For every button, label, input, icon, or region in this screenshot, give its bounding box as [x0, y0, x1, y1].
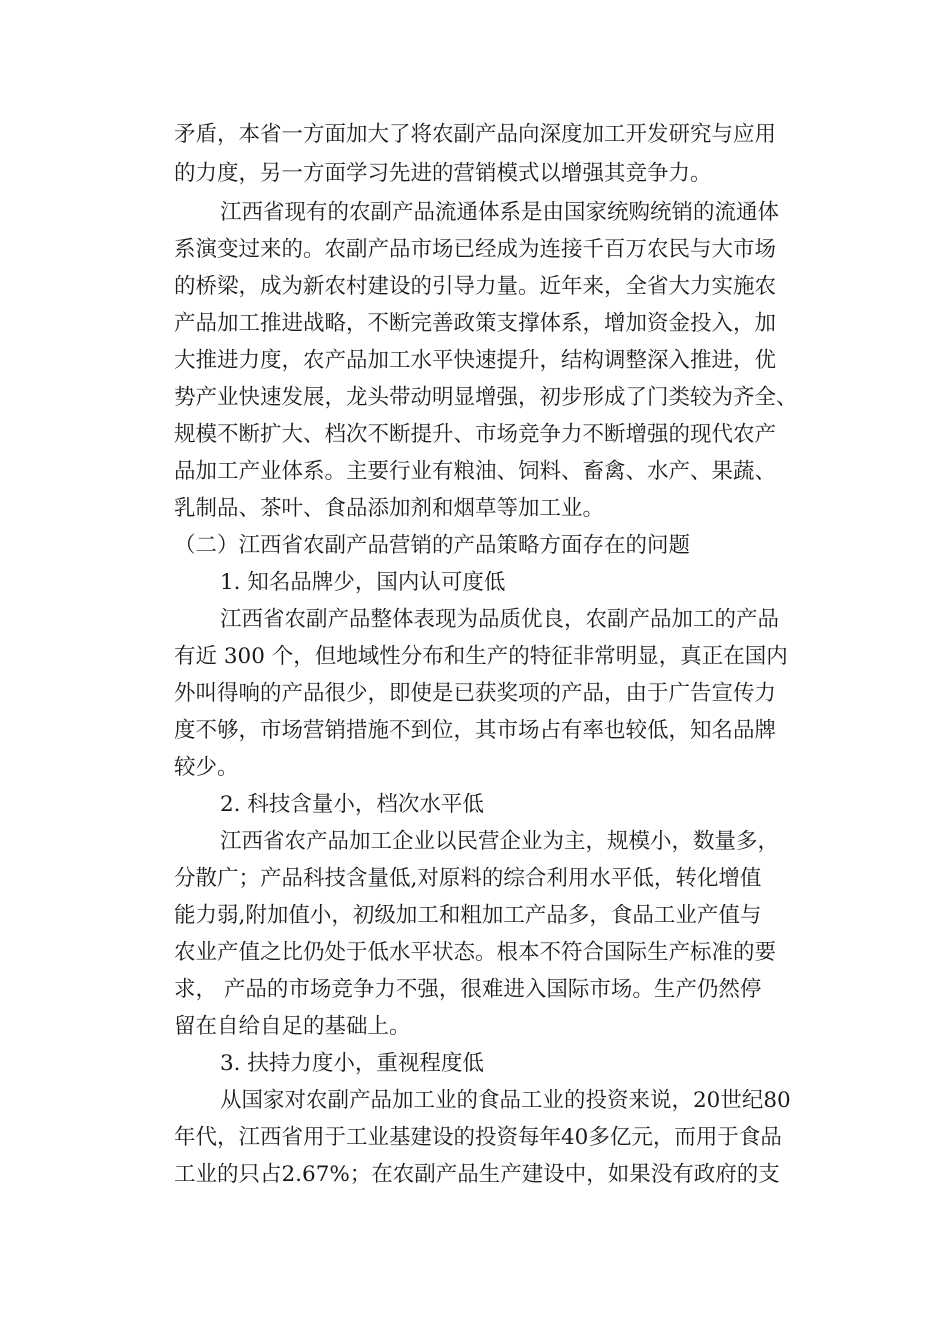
- text-line: 分散广；产品科技含量低,对原料的综合利用水平低，转化增值: [174, 866, 762, 891]
- text-line: 江西省农副产品整体表现为品质优良，农副产品加工的产品: [220, 607, 780, 632]
- text-line: 求， 产品的市场竞争力不强，很难进入国际市场。生产仍然停: [174, 977, 762, 1002]
- text-line: 江西省农产品加工企业以民营企业为主，规模小，数量多，: [220, 829, 780, 854]
- text-line: 的力度，另一方面学习先进的营销模式以增强其竞争力。: [174, 161, 712, 186]
- subheading-3: 3. 扶持力度小，重视程度低: [220, 1051, 484, 1076]
- text-line: 系演变过来的。农副产品市场已经成为连接千百万农民与大市场: [174, 237, 777, 262]
- text-line: 工业的只占2.67%；在农副产品生产建设中，如果没有政府的支: [174, 1162, 780, 1187]
- text-line: 乳制品、茶叶、食品添加剂和烟草等加工业。: [174, 496, 605, 521]
- text-line: 留在自给自足的基础上。: [174, 1014, 411, 1039]
- subheading-1: 1. 知名品牌少，国内认可度低: [220, 570, 506, 595]
- subheading-2: 2. 科技含量小，档次水平低: [220, 792, 484, 817]
- text-line: 外叫得响的产品很少，即使是已获奖项的产品，由于广告宣传力: [174, 681, 777, 706]
- text-line: 较少。: [174, 755, 239, 780]
- text-line: 的桥梁，成为新农村建设的引导力量。近年来，全省大力实施农: [174, 274, 777, 299]
- section-heading: （二）江西省农副产品营销的产品策略方面存在的问题: [174, 533, 691, 558]
- text-line: 度不够，市场营销措施不到位，其市场占有率也较低，知名品牌: [174, 718, 777, 743]
- text-line: 有近 300 个，但地域性分布和生产的特征非常明显，真正在国内: [174, 644, 788, 669]
- text-line: 矛盾，本省一方面加大了将农副产品向深度加工开发研究与应用: [174, 122, 777, 147]
- text-line: 能力弱,附加值小，初级加工和粗加工产品多，食品工业产值与: [174, 903, 762, 928]
- text-line: 农业产值之比仍处于低水平状态。根本不符合国际生产标准的要: [174, 940, 777, 965]
- text-line: 势产业快速发展，龙头带动明显增强，初步形成了门类较为齐全、: [174, 385, 798, 410]
- text-line: 产品加工推进战略，不断完善政策支撑体系，增加资金投入，加: [174, 311, 777, 336]
- text-line: 品加工产业体系。主要行业有粮油、饲料、畜禽、水产、果蔬、: [174, 459, 777, 484]
- text-line: 从国家对农副产品加工业的食品工业的投资来说，20世纪80: [220, 1088, 791, 1113]
- text-line: 大推进力度，农产品加工水平快速提升，结构调整深入推进，优: [174, 348, 777, 373]
- text-line: 规模不断扩大、档次不断提升、市场竞争力不断增强的现代农产: [174, 422, 777, 447]
- text-line: 年代，江西省用于工业基建设的投资每年40多亿元，而用于食品: [174, 1125, 782, 1150]
- text-line: 江西省现有的农副产品流通体系是由国家统购统销的流通体: [220, 200, 780, 225]
